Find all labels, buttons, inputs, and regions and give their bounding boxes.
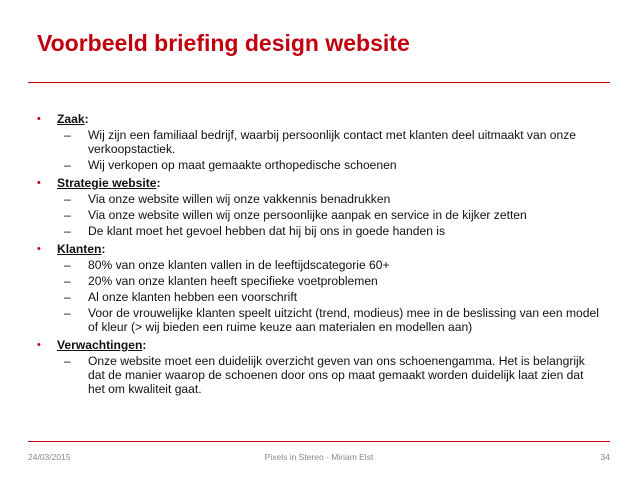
heading-colon: : — [84, 112, 89, 126]
footer-divider — [28, 441, 610, 442]
section-zaak — [37, 112, 603, 172]
dash-icon: – — [64, 192, 71, 206]
page-number: 34 — [600, 452, 610, 462]
list-item-text: Via onze website willen wij onze persoonlijke aanpak en service in de kijker zetten — [88, 208, 527, 222]
section-verwachtingen — [37, 338, 603, 396]
dash-icon: – — [64, 224, 71, 238]
dash-icon: – — [64, 158, 71, 172]
section-klanten — [37, 242, 603, 334]
bullet-icon: • — [37, 177, 41, 189]
bullet-icon: • — [37, 339, 41, 351]
list-item — [64, 258, 603, 272]
section-strategie-website — [37, 176, 603, 238]
list-item — [64, 354, 603, 396]
list-item — [64, 208, 603, 222]
dash-icon: – — [64, 306, 71, 320]
title-divider — [28, 82, 610, 83]
list-item-text: Wij zijn een familiaal bedrijf, waarbij persoonlijk contact met klanten deel uitmaakt van onze verkoopstactiek. — [88, 128, 577, 156]
dash-icon: – — [64, 128, 71, 142]
footer-author: Pixels in Stereo - Miriam Elst — [264, 452, 374, 462]
dash-icon: – — [64, 274, 71, 288]
heading-colon: : — [101, 242, 106, 256]
section-heading: Zaak — [57, 112, 85, 126]
dash-icon: – — [64, 354, 71, 368]
slide-content — [37, 112, 603, 400]
section-heading: Verwachtingen — [57, 338, 143, 352]
list-item-text: 80% van onze klanten vallen in de leeftijdscategorie 60+ — [88, 258, 390, 272]
dash-icon: – — [64, 208, 71, 222]
section-heading: Strategie website — [57, 176, 157, 190]
heading-colon: : — [156, 176, 161, 190]
list-item — [64, 306, 603, 334]
list-item — [64, 158, 603, 172]
footer-date: 24/03/2015 — [28, 452, 71, 462]
bullet-icon: • — [37, 113, 41, 125]
list-item-text: 20% van onze klanten heeft specifieke voetproblemen — [88, 274, 378, 288]
heading-colon: : — [142, 338, 147, 352]
dash-icon: – — [64, 290, 71, 304]
list-item-text: Al onze klanten hebben een voorschrift — [88, 290, 298, 304]
list-item-text: De klant moet het gevoel hebben dat hij bij ons in goede handen is — [88, 224, 446, 238]
list-item — [64, 128, 603, 156]
list-item-text: Wij verkopen op maat gemaakte orthopedische schoenen — [88, 158, 397, 172]
list-item-text: Onze website moet een duidelijk overzicht geven van ons schoenengamma. Het is belangrijk dat de manier waarop de schoenen door ons op maat gemaakt worden duidelijk laat zien dat het om kwaliteit gaat. — [88, 354, 585, 396]
list-item — [64, 224, 603, 238]
list-item — [64, 274, 603, 288]
slide-title: Voorbeeld briefing design website — [37, 30, 410, 56]
list-item-text: Voor de vrouwelijke klanten speelt uitzicht (trend, modieus) mee in de beslissing van een model of kleur (> wij bieden een ruime keuze aan materialen en modellen aan) — [88, 306, 599, 334]
list-item — [64, 290, 603, 304]
bullet-icon: • — [37, 243, 41, 255]
list-item-text: Via onze website willen wij onze vakkennis benadrukken — [88, 192, 391, 206]
section-heading: Klanten — [57, 242, 102, 256]
dash-icon: – — [64, 258, 71, 272]
list-item — [64, 192, 603, 206]
